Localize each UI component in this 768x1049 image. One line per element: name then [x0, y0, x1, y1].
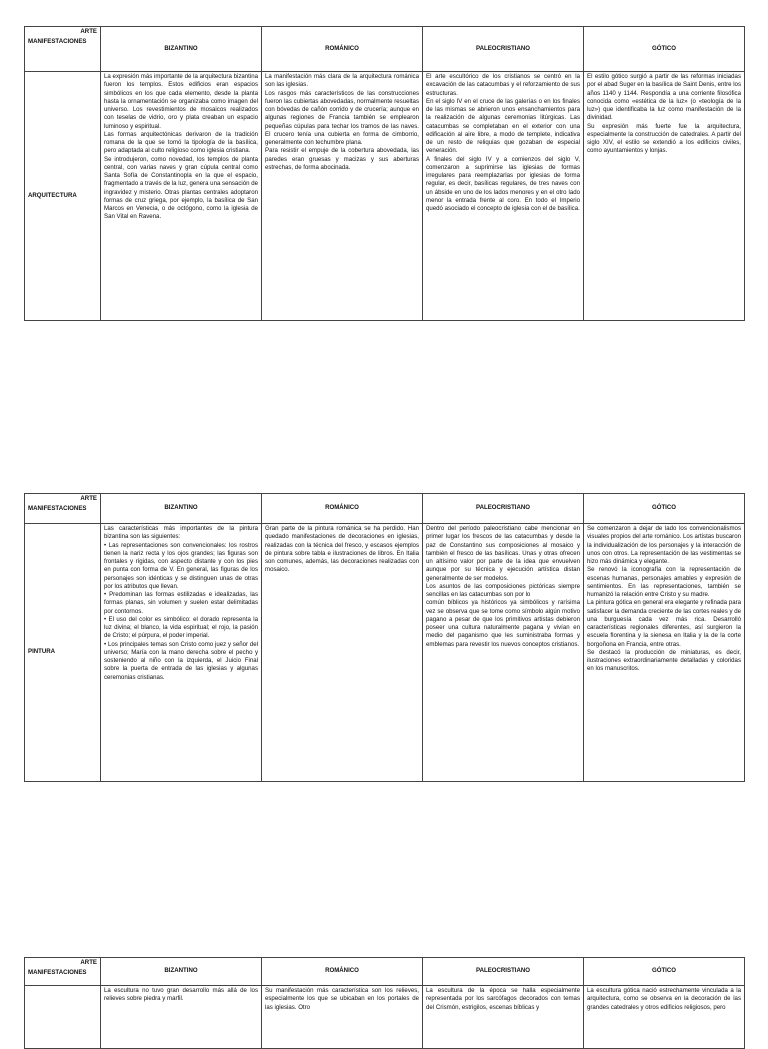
cell-paleocristiano [423, 524, 584, 782]
cell-gotico [584, 72, 745, 321]
header-bizantino: BIZANTINO [101, 494, 262, 524]
manifestaciones-label: MANIFESTACIONES [28, 38, 87, 46]
paragraph: La expresión más importante de la arquitectura bizantina fueron los templos. Estos edificios eran espacios simbólicos en los que cada elemento, desde la planta hasta la ornamentación se organizaba como imagen del universo. Los revestimientos de mosaicos realizados con teselas de vidrio, oro y plata creaban un espacio luminoso y espiritual. [104, 73, 258, 130]
manifestaciones-label: MANIFESTACIONES [28, 505, 87, 513]
paragraph: • Los principales temas son Cristo como juez y señor del universo; María con la mano derecha sobre el pecho y sosteniendo al niño con la izquierda, el Juicio Final sobre la puerta de entrada de las iglesias y algunas ceremonias cristianas. [104, 640, 258, 681]
paragraph: Las formas arquitectónicas derivaron de la tradición romana de la que se tomó la tipología de la basílica, pero adaptada al culto religioso como iglesia cristiana. [104, 130, 258, 155]
paragraph: Se comenzaron a dejar de lado los convencionalismos visuales propios del arte románico. Los artistas buscaron la individualización de los personajes y la interacción de unos con otros. La representación de las vestimentas se hizo más dinámica y elegante. [587, 525, 741, 565]
header-romanico: ROMÁNICO [262, 494, 423, 524]
header-romanico: ROMÁNICO [262, 27, 423, 72]
header-gotico: GÓTICO [584, 958, 745, 986]
paragraph: Se renovó la iconografía con la representación de escenas humanas, personajes amables y expresión de sentimientos. En las representaciones, también se humanizó la relación entre Cristo y su madre. [587, 566, 741, 598]
cell-romanico: Su manifestación más característica son los relieves, especialmente los que se ubicaban en los portales de las iglesias. Otro [262, 986, 423, 1049]
paragraph: común bíblicos ya históricos ya simbólicos y rarísima vez se observa que se tome como símbolo algún motivo pagano a pesar de que los primitivos artistas debieron poseer una cultura naturalmente pagana y vivían en medio del paganismo que les suministraba formas y emblemas para revestir los nuevos conceptos cristianos. [426, 599, 580, 648]
paragraph: En el siglo IV en el cruce de las galerías o en los finales de las mismas se abrieron unos ensanchamientos para la realización de algunas ceremonias litúrgicas. Las catacumbas se completaban en el exterior con una edificación al aire libre, a modo de templete, indicativa de un resto de reliquias que gozaban de especial veneración. [426, 97, 580, 155]
table-row [25, 524, 745, 782]
header-paleocristiano: PALEOCRISTIANO [423, 958, 584, 986]
corner-cell [25, 27, 101, 72]
paragraph: Las características más importantes de la pintura bizantina son las siguientes: [104, 525, 258, 541]
paragraph: Dentro del período paleocristiano cabe mencionar en primer lugar los frescos de las catacumbas y desde la paz de Constantino sus composiciones al mosaico y también el fresco de las basílicas. Unas y otras ofrecen un altísimo valor por parte de la idea que envuelven aunque por su técnica y ejecución artística distan generalmente de ser modelos. [426, 525, 580, 582]
header-bizantino: BIZANTINO [101, 958, 262, 986]
cell-romanico: Gran parte de la pintura románica se ha perdido. Han quedado manifestaciones de decoraciones en iglesias, realizadas con la técnica del fresco, y escasos ejemplos de pintura sobre tabla e ilustraciones de libros. En Italia son comunes, además, las decoraciones realizadas con mosaico. [262, 524, 423, 782]
corner-cell [25, 958, 101, 986]
art-table-pintura [24, 493, 745, 782]
paragraph: Para resistir el empuje de la cobertura abovedada, las paredes eran gruesas y macizas y sus aberturas estrechas, de forma abocinada. [265, 147, 419, 171]
cell-paleocristiano: La escultura de la época se halla especialmente representada por los sarcófagos decorados con temas del Crismón, estrigilos, escenas bíblicas y [423, 986, 584, 1049]
table-header-row [25, 27, 745, 72]
row-label-pintura: PINTURA [25, 524, 101, 782]
header-paleocristiano: PALEOCRISTIANO [423, 27, 584, 72]
corner-cell [25, 494, 101, 524]
art-table-arquitectura [24, 26, 745, 321]
paragraph: El arte escultórico de los cristianos se centró en la excavación de las catacumbas y el reforzamiento de sus estructuras. [426, 73, 580, 97]
paragraph: Los asuntos de las composiciones pictóricas siempre sencillas en las catacumbas son por lo [426, 582, 580, 598]
cell-bizantino [101, 72, 262, 321]
cell-gotico [584, 524, 745, 782]
paragraph: • El uso del color es simbólico: el dorado representa la luz divina; el blanco, la vida espiritual; el rojo, la pasión de Cristo; el púrpura, el poder imperial. [104, 615, 258, 640]
paragraph: A finales del siglo IV y a comienzos del siglo V, comenzaron a suprimirse las iglesias de formas irregulares para reemplazarlas por iglesias de forma regular, es decir, basílicas regulares, de tres naves con un ábside en uno de los lados menores y en el otro lado menor la entrada frente al coro. En todo el Imperio quedó asociado el concepto de iglesia con el de basílica. [426, 155, 580, 212]
cell-paleocristiano [423, 72, 584, 321]
cell-romanico [262, 72, 423, 321]
paragraph: Se destacó la producción de miniaturas, es decir, ilustraciones extraordinariamente detalladas y coloridas en los manuscritos. [587, 648, 741, 673]
header-gotico: GÓTICO [584, 494, 745, 524]
row-label-escultura [25, 986, 101, 1049]
manifestaciones-label: MANIFESTACIONES [28, 969, 87, 977]
table-header-row [25, 494, 745, 524]
table-row [25, 72, 745, 321]
arte-label: ARTE [80, 959, 97, 966]
cell-bizantino: La escultura no tuvo gran desarrollo más allá de los relieves sobre piedra y marfil. [101, 986, 262, 1049]
cell-gotico: La escultura gótica nació estrechamente vinculada a la arquitectura, como se observa en la decoración de las grandes catedrales y otros edificios religiosos, pero [584, 986, 745, 1049]
paragraph: La pintura gótica en general era elegante y refinada para satisfacer la demanda creciente de las cortes reales y de una burguesía cada vez más rica. Desarrolló características regionales diferentes, así surgieron la escuela florentina y la sienesa en Italia y la de la corte borgoñona en Francia, entre otras. [587, 599, 741, 648]
paragraph: • Predominan las formas estilizadas e idealizadas, las formas planas, sin volumen y suelen estar delimitadas por contornos. [104, 591, 258, 615]
paragraph: La manifestación más clara de la arquitectura románica son las iglesias. [265, 73, 419, 89]
cell-bizantino [101, 524, 262, 782]
paragraph: • Las representaciones son convencionales: los rostros tienen la nariz recta y los ojos grandes; las figuras son frontales y rígidas, con aspecto distante y con los pies en punta con forma de V. En general, las figuras de los personajes son idénticas y se distinguen unas de otras por los atributos que llevan. [104, 541, 258, 590]
header-paleocristiano: PALEOCRISTIANO [423, 494, 584, 524]
table-header-row [25, 958, 745, 986]
row-label-arquitectura: ARQUITECTURA [25, 72, 101, 321]
paragraph: Su expresión más fuerte fue la arquitectura, especialmente la construcción de catedrales. A partir del siglo XIV, el estilo se extendió a los edificios civiles, como ayuntamientos y lonjas. [587, 122, 741, 155]
table-row [25, 986, 745, 1049]
header-gotico: GÓTICO [584, 27, 745, 72]
header-bizantino: BIZANTINO [101, 27, 262, 72]
arte-label: ARTE [80, 495, 97, 502]
paragraph: Los rasgos más característicos de las construcciones fueron las cubiertas abovedadas, normalmente resueltas con bóvedas de cañón corrido y de crucería; aunque en algunas regiones de Francia también se emplearon pequeñas cúpulas para techar los tramos de las naves. El crucero tenía una cubierta en forma de cimborrio, generalmente con techumbre plana. [265, 89, 419, 146]
header-romanico: ROMÁNICO [262, 958, 423, 986]
art-table-escultura [24, 957, 745, 1049]
paragraph: Se introdujeron, como novedad, los templos de planta central, con varias naves y gran cúpula central como Santa Sofía de Constantinopla en la que el espacio, fragmentado a través de la luz, genera una sensación de ingravidez y misterio. Otras plantas centrales adoptaron formas de cruz griega, por ejemplo, la basílica de San Marcos en Venecia, o de octógono, como la iglesia de San Vital en Ravena. [104, 155, 258, 221]
paragraph: El estilo gótico surgió a partir de las reformas iniciadas por el abad Suger en la basílica de Saint Denis, entre los años 1140 y 1144. Respondía a una corriente filosófica conocida como «estética de la luz» (o «teología de la luz») que identificaba la luz como manifestación de la divinidad. [587, 73, 741, 122]
arte-label: ARTE [80, 28, 97, 35]
